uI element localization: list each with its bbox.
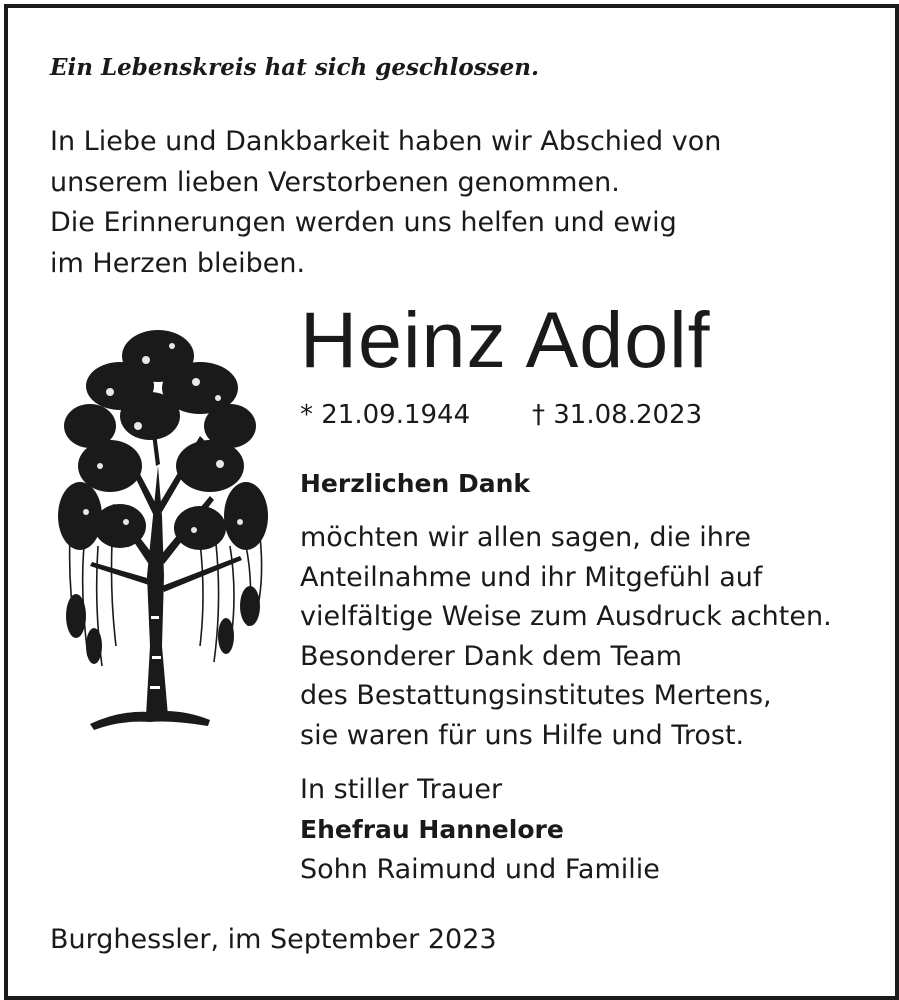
death-date: † 31.08.2023 <box>532 400 703 430</box>
birch-tree-icon <box>50 316 276 744</box>
mourner-spouse: Ehefrau Hannelore <box>300 815 564 844</box>
intro-line: Die Erinnerungen werden uns helfen und ewig <box>50 207 677 238</box>
thanks-line: vielfältige Weise zum Ausdruck achten. <box>300 601 832 632</box>
mourning-intro: In stiller Trauer <box>300 774 503 805</box>
thanks-line: Besonderer Dank dem Team <box>300 640 683 672</box>
intro-line: im Herzen bleiben. <box>50 247 306 279</box>
thanks-paragraph <box>300 518 832 755</box>
thanks-heading: Herzlichen Dank <box>300 469 531 498</box>
mourner-family: Sohn Raimund und Familie <box>300 854 660 885</box>
deceased-name: Heinz Adolf <box>300 295 711 384</box>
thanks-line: Anteilnahme und ihr Mitgefühl auf <box>300 561 763 593</box>
intro-line: unserem lieben Verstorbenen genommen. <box>50 166 620 198</box>
thanks-line: möchten wir allen sagen, die ihre <box>300 522 751 553</box>
birth-date: * 21.09.1944 <box>300 400 471 430</box>
thanks-line: des Bestattungsinstitutes Mertens, <box>300 680 772 711</box>
intro-line: In Liebe und Dankbarkeit haben wir Abschied von <box>50 126 722 157</box>
motto-line: Ein Lebenskreis hat sich geschlossen. <box>50 54 539 81</box>
intro-paragraph <box>50 122 721 284</box>
place-and-date: Burghessler, im September 2023 <box>50 924 497 955</box>
thanks-line: sie waren für uns Hilfe und Trost. <box>300 719 745 751</box>
